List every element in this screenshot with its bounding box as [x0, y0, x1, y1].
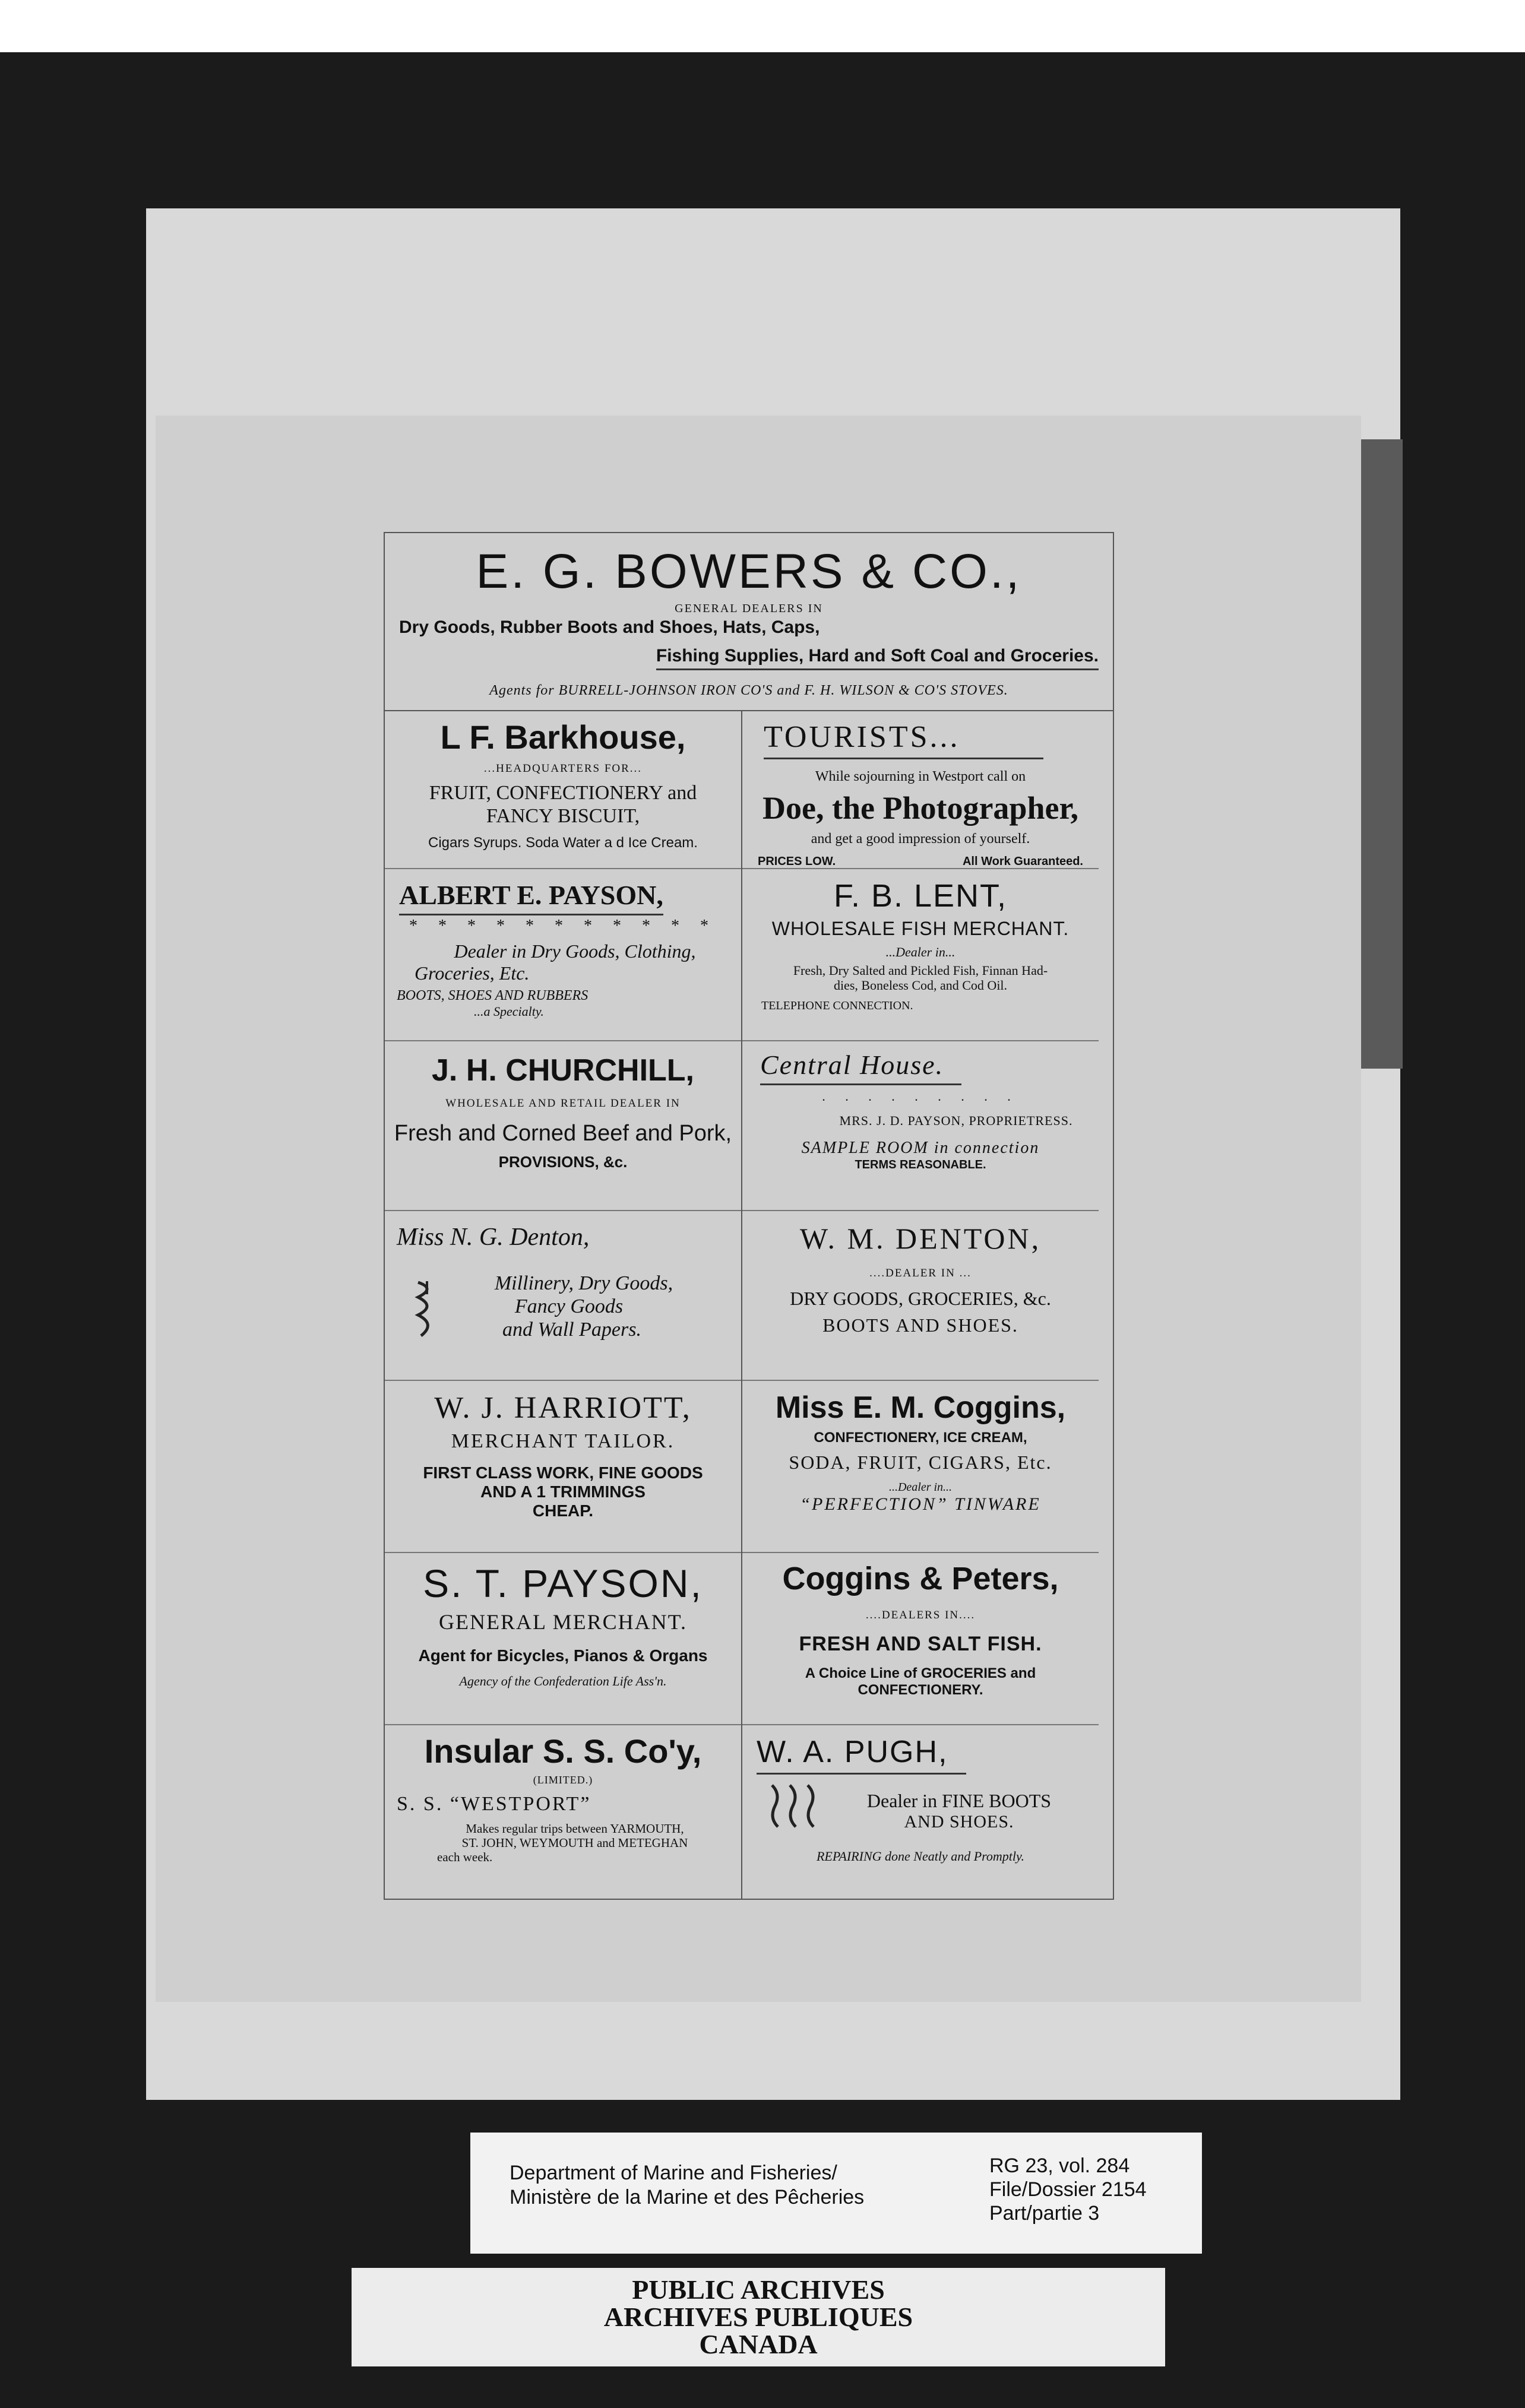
barkhouse-sub: ...HEADQUARTERS FOR...	[483, 762, 643, 775]
albert-payson-line3: BOOTS, SHOES AND RUBBERS	[397, 987, 589, 1003]
wm-denton-sub: ....DEALER IN ...	[869, 1266, 972, 1279]
churchill-sub: WHOLESALE AND RETAIL DEALER IN	[445, 1097, 681, 1110]
tourists-line3: and get a good impression of yourself.	[811, 831, 1030, 847]
advertisement-page	[384, 532, 1114, 1900]
harriott-line2: AND A 1 TRIMMINGS	[480, 1482, 646, 1501]
albert-payson-line2: Groceries, Etc.	[415, 962, 530, 984]
insular-line3: ST. JOHN, WEYMOUTH and METEGHAN	[461, 1836, 688, 1851]
churchill-line2: PROVISIONS, &c.	[498, 1153, 628, 1171]
wm-denton-name: W. M. DENTON,	[799, 1222, 1042, 1255]
lent-name: F. B. LENT,	[833, 878, 1008, 914]
e-m-coggins-line1: SODA, FRUIT, CIGARS, Etc.	[789, 1452, 1052, 1474]
bowers-ad	[385, 533, 1113, 711]
flourish-icon	[412, 1276, 442, 1342]
tourists-guarantee: All Work Guaranteed.	[962, 855, 1083, 869]
wm-denton-line2: BOOTS AND SHOES.	[822, 1314, 1018, 1336]
albert-payson-line4: ...a Specialty.	[474, 1004, 544, 1019]
lent-line4: TELEPHONE CONNECTION.	[761, 999, 913, 1012]
st-payson-sub: GENERAL MERCHANT.	[439, 1609, 687, 1634]
ng-denton-line1: Millinery, Dry Goods,	[494, 1272, 673, 1295]
central-house-line1: MRS. J. D. PAYSON, PROPRIETRESS.	[839, 1113, 1073, 1129]
pugh-line1: Dealer in FINE BOOTS	[866, 1789, 1052, 1811]
coggins-peters-name: Coggins & Peters,	[782, 1561, 1059, 1596]
archives-line3: CANADA	[699, 2329, 818, 2359]
st-payson-line1: Agent for Bicycles, Pianos & Organs	[418, 1646, 708, 1665]
barkhouse-name: L F. Barkhouse,	[440, 718, 686, 756]
churchill-ad	[385, 1041, 741, 1211]
barkhouse-line1: FRUIT, CONFECTIONERY and	[429, 782, 697, 804]
lent-line1: ...Dealer in...	[885, 944, 956, 959]
sheet-edge-shadow	[1355, 439, 1403, 1069]
boot-icon	[766, 1782, 831, 1830]
st-payson-line2: Agency of the Confederation Life Ass'n.	[459, 1674, 667, 1689]
ng-denton-line2: Fancy Goods	[514, 1295, 624, 1318]
tourists-line2: Doe, the Photographer,	[762, 790, 1078, 826]
albert-payson-line1: Dealer in Dry Goods, Clothing,	[454, 940, 696, 962]
coggins-peters-line1: FRESH AND SALT FISH.	[799, 1632, 1042, 1655]
albert-payson-name: ALBERT E. PAYSON,	[399, 880, 663, 915]
central-house-dots: . . . . . . . . .	[822, 1088, 1019, 1104]
albert-payson-ad	[385, 869, 741, 1041]
insular-line2: Makes regular trips between YARMOUTH,	[466, 1821, 684, 1836]
e-m-coggins-line3: “PERFECTION” TINWARE	[800, 1494, 1041, 1514]
lent-line2: Fresh, Dry Salted and Pickled Fish, Finnan Had-	[793, 963, 1048, 978]
barkhouse-line3: Cigars Syrups. Soda Water a d Ice Cream.	[428, 835, 698, 851]
churchill-line1: Fresh and Corned Beef and Pork,	[394, 1120, 732, 1146]
pugh-line3: REPAIRING done Neatly and Promptly.	[816, 1849, 1025, 1864]
lent-ad	[742, 869, 1099, 1041]
coggins-peters-ad	[742, 1553, 1099, 1725]
bowers-name: E. G. BOWERS & CO.,	[476, 544, 1022, 598]
harriott-ad	[385, 1381, 741, 1553]
e-m-coggins-ad	[742, 1381, 1099, 1553]
central-house-ad	[742, 1041, 1099, 1211]
harriott-name: W. J. HARRIOTT,	[434, 1391, 692, 1425]
archives-line2: ARCHIVES PUBLIQUES	[603, 2302, 913, 2332]
lent-line3: dies, Boneless Cod, and Cod Oil.	[833, 978, 1008, 993]
archive-reference-label	[470, 2133, 1202, 2254]
pugh-name: W. A. PUGH,	[757, 1735, 966, 1775]
pugh-ad	[742, 1725, 1099, 1900]
e-m-coggins-name: Miss E. M. Coggins,	[775, 1390, 1066, 1425]
churchill-name: J. H. CHURCHILL,	[432, 1053, 694, 1088]
pugh-line2: AND SHOES.	[904, 1811, 1014, 1832]
file-number: File/Dossier 2154	[989, 2178, 1147, 2201]
albert-payson-dots: * * * * * * * * * * *	[409, 916, 717, 935]
department-name-en: Department of Marine and Fisheries/	[510, 2162, 837, 2184]
barkhouse-ad	[385, 710, 741, 869]
tourists-ad	[742, 710, 1099, 869]
coggins-peters-line2: A Choice Line of GROCERIES and	[805, 1665, 1036, 1682]
central-house-line2: SAMPLE ROOM in connection	[801, 1139, 1040, 1158]
bowers-line1: Dry Goods, Rubber Boots and Shoes, Hats, Caps,	[399, 617, 820, 637]
st-payson-name: S. T. PAYSON,	[423, 1561, 703, 1605]
record-group: RG 23, vol. 284	[989, 2154, 1130, 2177]
insular-name: Insular S. S. Co'y,	[424, 1732, 702, 1770]
lent-sub: WHOLESALE FISH MERCHANT.	[771, 918, 1070, 940]
ng-denton-line3: and Wall Papers.	[502, 1319, 641, 1341]
archives-line1: PUBLIC ARCHIVES	[632, 2274, 885, 2305]
part-number: Part/partie 3	[989, 2202, 1100, 2225]
public-archives-label	[352, 2268, 1165, 2366]
ng-denton-name: Miss N. G. Denton,	[397, 1224, 590, 1251]
insular-line1: S. S. “WESTPORT”	[397, 1793, 591, 1815]
bowers-line2: Fishing Supplies, Hard and Soft Coal and Groceries.	[656, 646, 1099, 670]
harriott-sub: MERCHANT TAILOR.	[451, 1430, 675, 1452]
tourists-line1: While sojourning in Westport call on	[815, 768, 1026, 784]
tourists-prices: PRICES LOW.	[758, 855, 836, 869]
wm-denton-line1: DRY GOODS, GROCERIES, &c.	[790, 1288, 1051, 1310]
coggins-peters-line3: CONFECTIONERY.	[858, 1681, 983, 1698]
bowers-sub: GENERAL DEALERS IN	[675, 602, 823, 615]
tourists-name: TOURISTS...	[764, 720, 1043, 759]
insular-sub: (LIMITED.)	[533, 1774, 593, 1786]
central-house-line3: TERMS REASONABLE.	[855, 1158, 986, 1171]
wm-denton-ad	[742, 1211, 1099, 1381]
harriott-line3: CHEAP.	[532, 1501, 594, 1520]
department-name-fr: Ministère de la Marine et des Pêcheries	[510, 2185, 865, 2209]
central-house-name: Central House.	[760, 1050, 961, 1085]
e-m-coggins-sub: CONFECTIONERY, ICE CREAM,	[814, 1429, 1027, 1446]
coggins-peters-sub: ....DEALERS IN....	[865, 1609, 976, 1622]
ng-denton-ad	[385, 1211, 741, 1381]
insular-ad	[385, 1725, 741, 1900]
barkhouse-line2: FANCY BISCUIT,	[486, 805, 640, 828]
insular-line4: each week.	[437, 1850, 493, 1865]
st-payson-ad	[385, 1553, 741, 1725]
e-m-coggins-line2: ...Dealer in...	[888, 1481, 953, 1494]
bowers-agents: Agents for BURRELL-JOHNSON IRON CO'S and F. H. WILSON & CO'S STOVES.	[489, 683, 1008, 698]
harriott-line1: FIRST CLASS WORK, FINE GOODS	[423, 1463, 703, 1482]
